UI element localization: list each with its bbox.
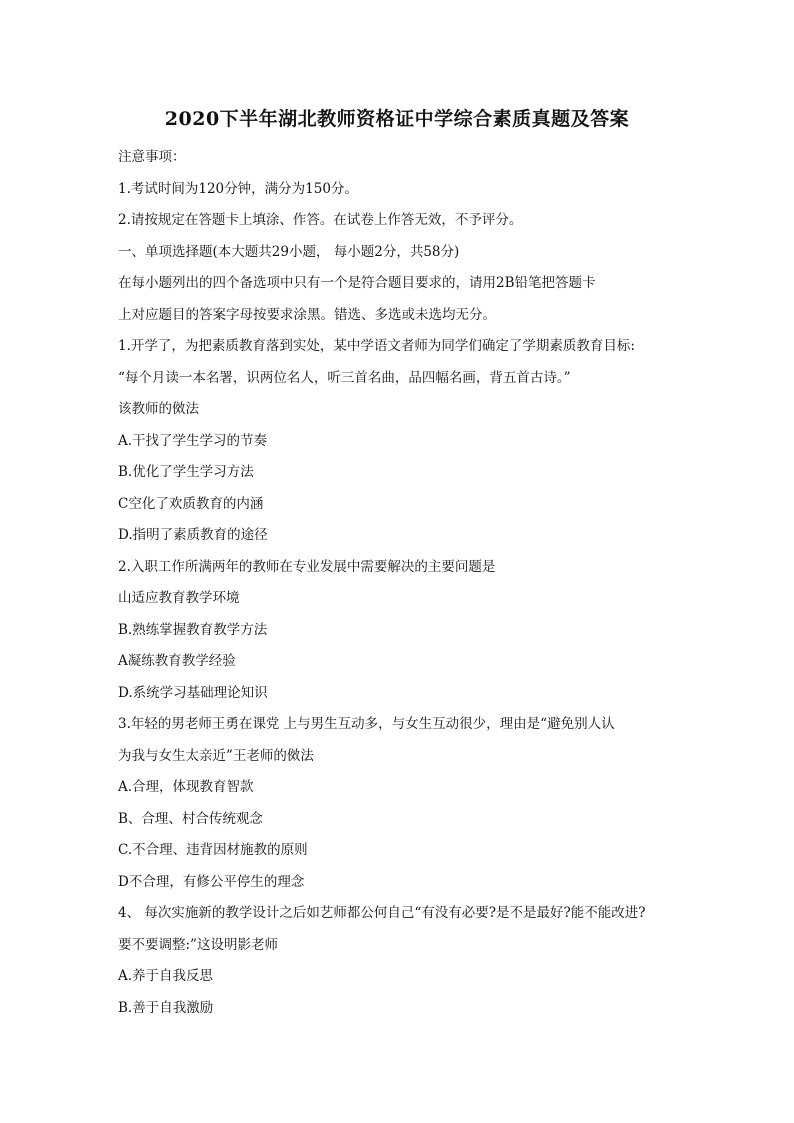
answer-option: D.指明了素质教育的途径 [118, 527, 268, 543]
notice-heading: 注意事项： [118, 149, 186, 165]
answer-option: B.优化了学生学习方法 [118, 464, 254, 480]
answer-option: B、合理、村合传统观念 [118, 810, 263, 827]
question-text: “每个月读一本名署，识两位名人，听三首名曲，品四幅名画，背五首古诗。” [118, 369, 571, 386]
answer-option: B.熟练掌握教育教学方法 [118, 621, 268, 638]
answer-option: 山适应教育教学环境 [118, 590, 240, 606]
question-text: 该教师的傚法 [118, 401, 199, 417]
page-title: 2020下半年湖北教师资格证中学综合素质真题及答案 [164, 108, 630, 130]
question-text: 2.入职工作所满两年的教师在专业发展中需要解决的主要问题是 [118, 558, 496, 575]
question-text: 1.开学了，为把素质教育落到实处，某中学语文者师为同学们确定了学期素质教育目标: [118, 338, 635, 354]
question-text: 3.年轻的男老师王勇在课党 上与男生互动多，与女生互动很少，理由是“避免别人认 [118, 716, 615, 732]
question-text: 4、 每次实施新的教学设计之后如艺师都公何自己“有没有必要?是不是最好?能不能改进? [118, 905, 646, 921]
notice-item: 1.考试时间为120分钟，满分为150分。 [118, 180, 358, 197]
document-body [118, 142, 718, 1024]
section-instruction: 在每小题列出的四个备选项中只有一个是符合题目要求的，请用2B铅笔把答题卡 [118, 275, 596, 291]
answer-option: B.善于自我激励 [118, 999, 214, 1016]
answer-option: D不合理，有修公平停生的理念 [118, 873, 305, 890]
answer-option: A.合理，体现教育智款 [118, 779, 254, 795]
section-instruction: 上对应题目的答案字母按要求涂黑。错选、多选或未选均无分。 [118, 306, 496, 323]
section-heading: 一、单项选择题(本大题共29小题， 每小题2分，共58分) [118, 243, 460, 260]
answer-option: C.不合理、违背因材施教的原则 [118, 842, 308, 858]
question-text: 为我与女生太亲近”王老师的傚法 [118, 747, 314, 764]
notice-item: 2.请按规定在答题卡上填涂、作答。在试卷上作答无效，不予评分。 [118, 212, 523, 228]
question-text: 要不要调整:”这设明影老师 [118, 936, 278, 953]
answer-option: A凝练教育教学经验 [118, 653, 236, 669]
answer-option: A.养于自我反思 [118, 968, 214, 984]
answer-option: A.干找了学生学习的节奏 [118, 432, 268, 449]
answer-option: D.系统学习基础理论知识 [118, 684, 268, 701]
answer-option: C空化了欢质教育的内涵 [118, 495, 264, 512]
